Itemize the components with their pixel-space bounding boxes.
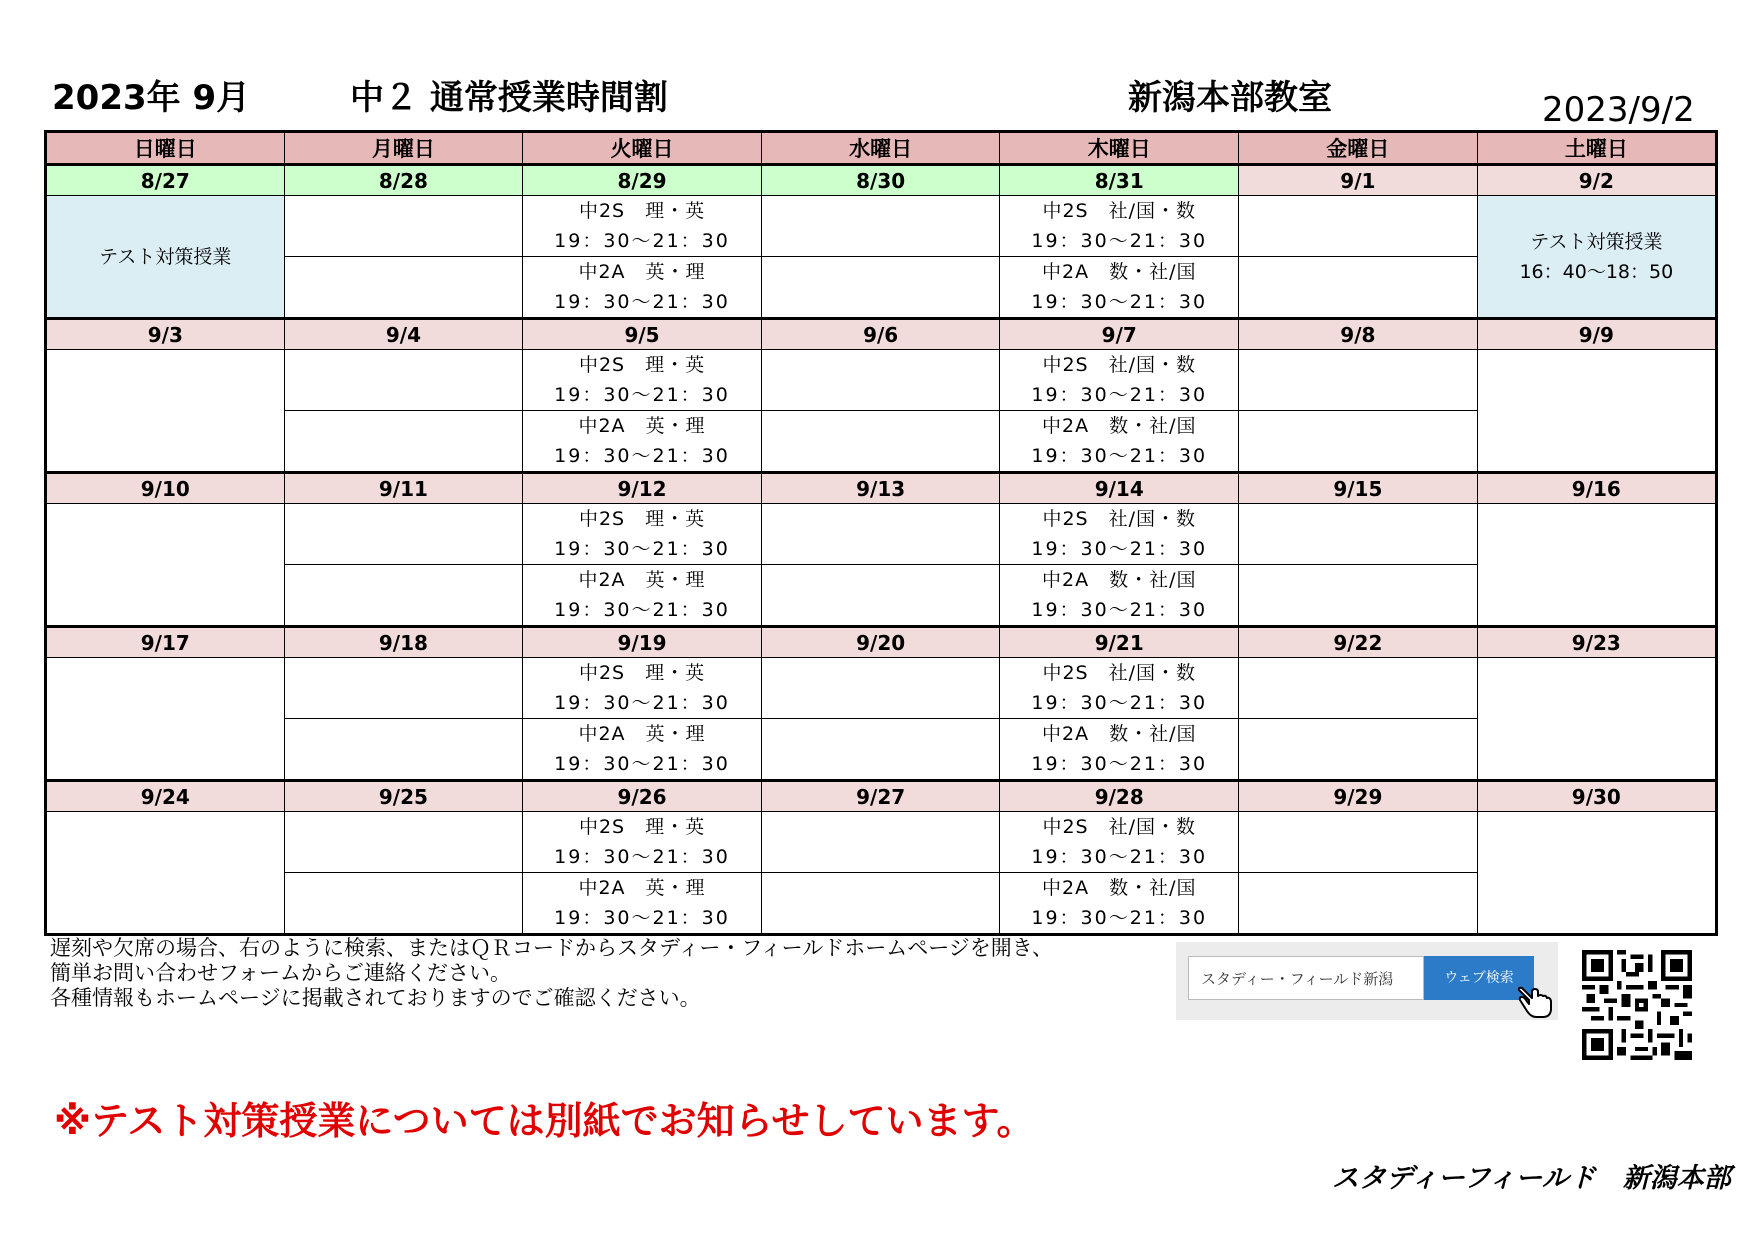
class-time: 19：30〜21：30 [1031,753,1208,775]
class-name: 中2S 社/国・数 [1042,354,1197,376]
class-time: 19：30〜21：30 [554,692,730,714]
date-cell: 9/6 [761,319,1000,350]
date-cell: 9/13 [761,473,1000,504]
footer-organization: スタディーフィールド 新潟本部 [1332,1163,1731,1194]
empty-cell [284,658,523,719]
slot-row [46,196,1717,257]
day-name: 水曜日 [761,132,1000,165]
school-name: 新潟本部教室 [1128,78,1332,118]
slot-row [46,565,1717,627]
event-cell [46,196,285,319]
class-time: 19：30〜21：30 [554,846,730,868]
empty-cell [761,196,1000,257]
class-name: 中2S 社/国・数 [1042,200,1197,222]
class-name: 中2A 数・社/国 [1041,723,1197,745]
day-name: 木曜日 [1000,132,1239,165]
date-cell: 9/23 [1477,627,1716,658]
class-name: 中2S 社/国・数 [1042,816,1197,838]
date-cell: 9/20 [761,627,1000,658]
search-illustration [1176,942,1558,1020]
class-name: 中2S 理・英 [578,662,706,684]
class-cell [523,719,762,781]
empty-cell [46,812,285,935]
empty-cell [761,812,1000,873]
class-cell [523,658,762,719]
date-row [46,319,1717,350]
slot-row [46,350,1717,411]
date-cell: 8/28 [284,165,523,196]
class-time: 19：30〜21：30 [1031,692,1208,714]
date-cell: 9/26 [523,781,762,812]
class-name: 中2A 英・理 [578,569,706,591]
class-cell [523,565,762,627]
issue-date: 2023/9/2 [1542,90,1695,130]
class-name: 中2S 社/国・数 [1042,662,1197,684]
date-cell: 9/28 [1000,781,1239,812]
empty-cell [284,196,523,257]
class-cell [1000,257,1239,319]
empty-cell [46,350,285,473]
class-name: 中2S 理・英 [578,816,706,838]
slot-row [46,257,1717,319]
empty-cell [761,350,1000,411]
date-cell: 8/30 [761,165,1000,196]
search-input-illustration: スタディー・フィールド新潟 [1188,956,1424,1000]
date-row [46,627,1717,658]
class-name: 中2A 数・社/国 [1041,261,1197,283]
empty-cell [1239,658,1478,719]
date-cell: 8/29 [523,165,762,196]
date-cell: 8/27 [46,165,285,196]
class-time: 19：30〜21：30 [1031,230,1208,252]
empty-cell [1477,350,1716,473]
class-cell [1000,812,1239,873]
empty-cell [761,719,1000,781]
empty-cell [46,504,285,627]
date-cell: 9/8 [1239,319,1478,350]
date-cell: 9/29 [1239,781,1478,812]
slot-row [46,812,1717,873]
date-cell: 9/12 [523,473,762,504]
class-time: 19：30〜21：30 [1031,907,1208,929]
note-line: 遅刻や欠席の場合、右のように検索、またはＱＲコードからスタディー・フィールドホームページを開き、 [50,936,1053,960]
class-cell [1000,565,1239,627]
date-cell: 9/1 [1239,165,1478,196]
empty-cell [761,504,1000,565]
date-cell: 9/10 [46,473,285,504]
class-time: 19：30〜21：30 [1031,291,1208,313]
empty-cell [1239,411,1478,473]
class-name: 中2A 数・社/国 [1041,877,1197,899]
event-label: テスト対策授業 [1530,230,1663,253]
empty-cell [1239,565,1478,627]
class-name: 中2A 英・理 [578,415,706,437]
date-row [46,473,1717,504]
empty-cell [1239,719,1478,781]
empty-cell [284,812,523,873]
day-name: 月曜日 [284,132,523,165]
empty-cell [1477,504,1716,627]
class-cell [1000,658,1239,719]
class-cell [1000,411,1239,473]
day-name: 金曜日 [1239,132,1478,165]
slot-row [46,411,1717,473]
empty-cell [761,565,1000,627]
day-name-row [46,132,1717,165]
date-cell: 9/9 [1477,319,1716,350]
date-cell: 9/14 [1000,473,1239,504]
slot-row [46,658,1717,719]
class-time: 19：30〜21：30 [1031,384,1208,406]
empty-cell [761,873,1000,935]
class-time: 19：30〜21：30 [554,445,730,467]
class-name: 中2S 理・英 [578,354,706,376]
page-title: 中２ 通常授業時間割 [350,78,668,118]
date-cell: 9/4 [284,319,523,350]
empty-cell [1239,504,1478,565]
test-prep-notice: ※テスト対策授業については別紙でお知らせしています。 [54,1099,1035,1143]
empty-cell [1239,196,1478,257]
date-row [46,781,1717,812]
slot-row [46,504,1717,565]
date-cell: 9/7 [1000,319,1239,350]
empty-cell [1239,350,1478,411]
class-cell [523,504,762,565]
class-cell [523,873,762,935]
timetable-calendar [44,130,1718,936]
empty-cell [284,873,523,935]
class-time: 19：30〜21：30 [1031,846,1208,868]
date-cell: 9/21 [1000,627,1239,658]
pointing-hand-icon [1516,980,1556,1020]
empty-cell [1239,812,1478,873]
class-time: 19：30〜21：30 [554,907,730,929]
date-cell: 9/11 [284,473,523,504]
empty-cell [761,411,1000,473]
slot-row [46,873,1717,935]
class-name: 中2A 数・社/国 [1041,415,1197,437]
qr-code-icon [1582,950,1692,1060]
class-time: 19：30〜21：30 [1031,599,1208,621]
date-cell: 9/3 [46,319,285,350]
event-label: テスト対策授業 [99,245,232,268]
class-cell [1000,196,1239,257]
class-time: 19：30〜21：30 [554,384,730,406]
date-cell: 9/25 [284,781,523,812]
class-cell [523,812,762,873]
empty-cell [761,658,1000,719]
empty-cell [1477,812,1716,935]
empty-cell [284,565,523,627]
day-name: 日曜日 [46,132,285,165]
empty-cell [284,504,523,565]
empty-cell [284,719,523,781]
date-cell: 9/16 [1477,473,1716,504]
contact-notes [50,936,1053,1011]
class-cell [523,350,762,411]
class-cell [523,257,762,319]
date-cell: 9/18 [284,627,523,658]
date-cell: 8/31 [1000,165,1239,196]
web-search-button-illustration: ウェブ検索 [1424,956,1534,1000]
date-cell: 9/17 [46,627,285,658]
event-cell [1477,196,1716,319]
date-cell: 9/19 [523,627,762,658]
class-name: 中2A 英・理 [578,877,706,899]
class-name: 中2A 英・理 [578,723,706,745]
date-cell: 9/5 [523,319,762,350]
class-cell [1000,350,1239,411]
date-row [46,165,1717,196]
class-cell [1000,873,1239,935]
class-cell [1000,504,1239,565]
class-time: 19：30〜21：30 [554,230,730,252]
class-name: 中2S 理・英 [578,200,706,222]
date-cell: 9/2 [1477,165,1716,196]
note-line: 簡単お問い合わせフォームからご連絡ください。 [50,961,511,985]
class-name: 中2A 数・社/国 [1041,569,1197,591]
date-cell: 9/27 [761,781,1000,812]
event-time: 16：40〜18：50 [1519,260,1674,283]
empty-cell [284,411,523,473]
class-time: 19：30〜21：30 [554,599,730,621]
class-time: 19：30〜21：30 [1031,538,1208,560]
date-cell: 9/15 [1239,473,1478,504]
class-name: 中2A 英・理 [578,261,706,283]
class-time: 19：30〜21：30 [1031,445,1208,467]
empty-cell [46,658,285,781]
day-name: 土曜日 [1477,132,1716,165]
slot-row [46,719,1717,781]
empty-cell [1477,658,1716,781]
header-month: 2023年 9月 [52,78,251,118]
class-time: 19：30〜21：30 [554,291,730,313]
class-cell [523,196,762,257]
class-cell [523,411,762,473]
class-cell [1000,719,1239,781]
empty-cell [1239,873,1478,935]
day-name: 火曜日 [523,132,762,165]
empty-cell [1239,257,1478,319]
empty-cell [761,257,1000,319]
date-cell: 9/30 [1477,781,1716,812]
empty-cell [284,350,523,411]
date-cell: 9/22 [1239,627,1478,658]
class-name: 中2S 社/国・数 [1042,508,1197,530]
class-time: 19：30〜21：30 [554,753,730,775]
note-line: 各種情報もホームページに掲載されておりますのでご確認ください。 [50,986,701,1010]
empty-cell [284,257,523,319]
date-cell: 9/24 [46,781,285,812]
class-name: 中2S 理・英 [578,508,706,530]
class-time: 19：30〜21：30 [554,538,730,560]
